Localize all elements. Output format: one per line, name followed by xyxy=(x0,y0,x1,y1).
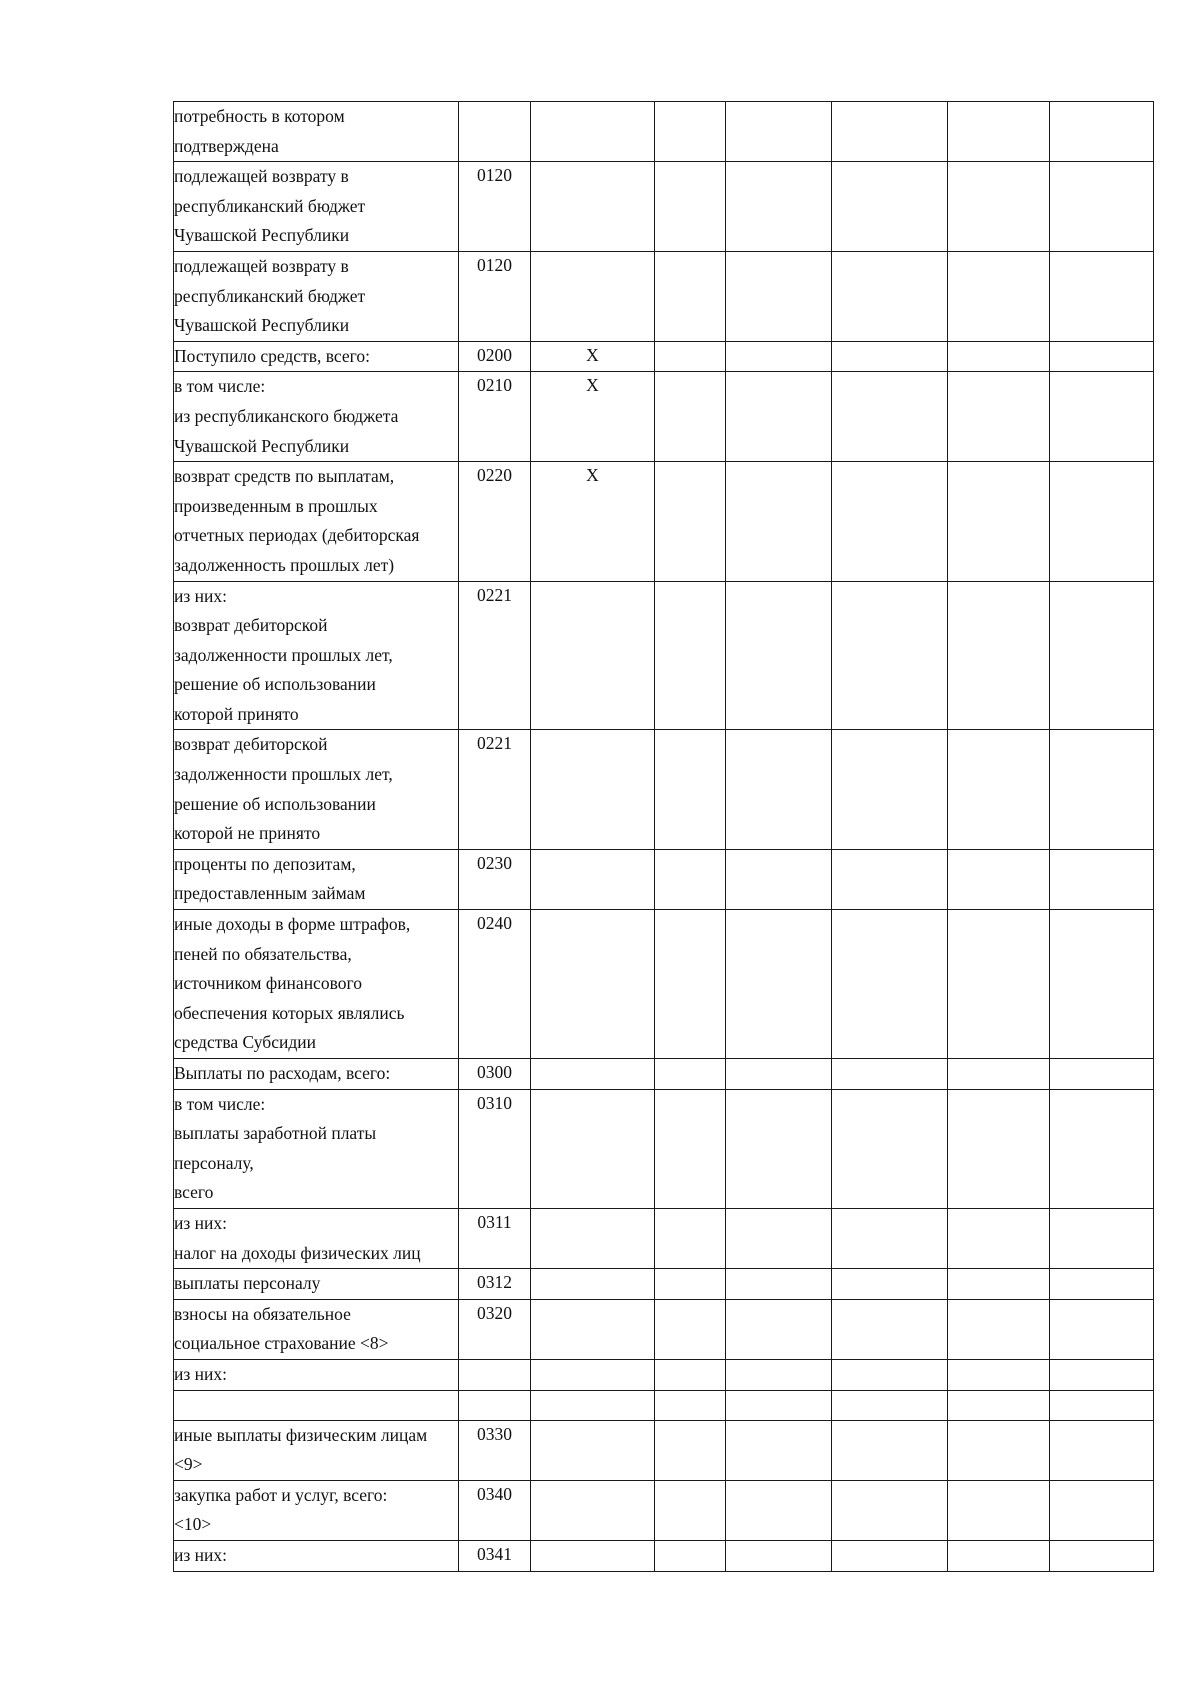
table-row xyxy=(174,849,1154,909)
row-value-cell xyxy=(832,1269,948,1300)
row-code-cell: 0312 xyxy=(459,1269,531,1300)
row-value-cell xyxy=(726,162,832,252)
row-value-cell xyxy=(655,341,726,372)
row-name-line: республиканский бюджет xyxy=(174,195,366,216)
row-value-cell xyxy=(531,1420,655,1480)
row-value-cell xyxy=(726,1390,832,1420)
row-value-cell xyxy=(948,1299,1050,1359)
row-value-cell xyxy=(948,1390,1050,1420)
row-value-cell xyxy=(1050,1359,1154,1390)
row-name-line: возврат дебиторской xyxy=(174,734,328,755)
row-name-line: взносы на обязательное xyxy=(174,1303,351,1324)
row-value-cell xyxy=(1050,1390,1154,1420)
row-value-cell xyxy=(1050,162,1154,252)
row-name-line: закупка работ и услуг, всего: xyxy=(174,1484,388,1505)
row-value-cell xyxy=(531,1269,655,1300)
row-value-cell xyxy=(655,1480,726,1540)
row-value-cell xyxy=(726,341,832,372)
row-value-cell xyxy=(531,162,655,252)
row-name-line: <9> xyxy=(174,1454,203,1475)
row-name-line: всего xyxy=(174,1182,214,1203)
row-value-cell xyxy=(655,1269,726,1300)
row-name-cell xyxy=(174,1059,459,1090)
row-name-line: обеспечения которых являлись xyxy=(174,1002,405,1023)
row-code-cell: 0341 xyxy=(459,1540,531,1571)
table-row xyxy=(174,1540,1154,1571)
row-value-cell xyxy=(726,372,832,462)
row-value-cell xyxy=(531,1359,655,1390)
row-value-cell xyxy=(726,1269,832,1300)
row-value-cell xyxy=(655,1208,726,1268)
row-value-cell xyxy=(726,910,832,1059)
row-name-line: <10> xyxy=(174,1514,212,1535)
row-name-cell xyxy=(174,162,459,252)
row-name-line: проценты по депозитам, xyxy=(174,853,356,874)
table-row xyxy=(174,1089,1154,1208)
row-code-cell: 0300 xyxy=(459,1059,531,1090)
row-value-cell xyxy=(832,1420,948,1480)
row-code-cell xyxy=(459,102,531,162)
row-name-cell xyxy=(174,102,459,162)
row-name-line: решение об использовании xyxy=(174,793,376,814)
row-code-cell: 0310 xyxy=(459,1089,531,1208)
row-value-cell xyxy=(726,251,832,341)
table-row xyxy=(174,1420,1154,1480)
row-value-cell xyxy=(832,1540,948,1571)
row-value-cell xyxy=(726,1540,832,1571)
row-name-line: которой принято xyxy=(174,703,299,724)
row-name-line: подтверждена xyxy=(174,135,279,156)
row-value-cell xyxy=(832,162,948,252)
row-name-line: задолженности прошлых лет, xyxy=(174,644,393,665)
row-code-cell: 0120 xyxy=(459,251,531,341)
row-code-cell: 0320 xyxy=(459,1299,531,1359)
row-value-cell xyxy=(655,1359,726,1390)
row-name-line: произведенным в прошлых xyxy=(174,495,378,516)
row-name-line: Поступило средств, всего: xyxy=(174,345,370,366)
row-value-cell xyxy=(832,581,948,730)
row-value-cell xyxy=(948,1089,1050,1208)
table-row xyxy=(174,581,1154,730)
row-value-cell xyxy=(655,910,726,1059)
row-value-cell xyxy=(948,102,1050,162)
row-name-line: источником финансового xyxy=(174,973,362,994)
row-value-cell xyxy=(655,1059,726,1090)
row-code-cell xyxy=(459,1390,531,1420)
row-name-line: Чувашской Республики xyxy=(174,435,350,456)
row-name-cell xyxy=(174,849,459,909)
row-value-cell xyxy=(726,1089,832,1208)
row-value-cell xyxy=(948,341,1050,372)
row-value-cell xyxy=(655,1540,726,1571)
row-name-cell xyxy=(174,1420,459,1480)
row-value-cell xyxy=(726,1059,832,1090)
row-value-cell xyxy=(1050,102,1154,162)
row-name-line: налог на доходы физических лиц xyxy=(174,1242,421,1263)
row-value-cell xyxy=(655,462,726,581)
row-name-line: выплаты заработной платы xyxy=(174,1123,377,1144)
row-value-cell xyxy=(531,581,655,730)
row-value-cell xyxy=(726,1299,832,1359)
row-name-line: средства Субсидии xyxy=(174,1032,316,1053)
row-value-cell xyxy=(948,910,1050,1059)
row-name-cell xyxy=(174,1089,459,1208)
row-value-cell xyxy=(726,1208,832,1268)
row-name-cell xyxy=(174,1269,459,1300)
row-name-cell xyxy=(174,1540,459,1571)
row-value-cell xyxy=(655,581,726,730)
row-value-cell xyxy=(726,102,832,162)
row-value-cell xyxy=(726,1359,832,1390)
row-code-cell: 0230 xyxy=(459,849,531,909)
row-value-cell xyxy=(1050,462,1154,581)
row-value-cell xyxy=(655,730,726,849)
row-value-cell xyxy=(1050,581,1154,730)
table-row xyxy=(174,1059,1154,1090)
row-name-line: Чувашской Республики xyxy=(174,225,350,246)
row-value-cell xyxy=(1050,251,1154,341)
row-name-line: из них: xyxy=(174,1212,227,1233)
row-value-cell xyxy=(832,1390,948,1420)
row-value-cell xyxy=(531,910,655,1059)
row-value-cell xyxy=(531,251,655,341)
row-name-cell xyxy=(174,372,459,462)
row-value-cell xyxy=(1050,730,1154,849)
table-row xyxy=(174,1480,1154,1540)
table-row xyxy=(174,372,1154,462)
row-value-cell xyxy=(948,1420,1050,1480)
row-value-cell xyxy=(1050,341,1154,372)
row-value-cell xyxy=(832,849,948,909)
row-value-cell xyxy=(832,1089,948,1208)
row-name-line: потребность в котором xyxy=(174,106,345,126)
row-name-line: персоналу, xyxy=(174,1152,254,1173)
row-value-cell xyxy=(948,1540,1050,1571)
row-name-line: пеней по обязательства, xyxy=(174,943,352,964)
row-name-cell xyxy=(174,730,459,849)
row-code-cell: 0200 xyxy=(459,341,531,372)
row-value-cell xyxy=(832,1359,948,1390)
row-value-cell xyxy=(948,1059,1050,1090)
row-value-cell xyxy=(832,910,948,1059)
row-name-line: Выплаты по расходам, всего: xyxy=(174,1063,391,1083)
row-value-cell xyxy=(531,849,655,909)
row-value-cell: X xyxy=(531,341,655,372)
row-value-cell xyxy=(832,1208,948,1268)
row-name-line: задолженность прошлых лет) xyxy=(174,554,395,575)
row-value-cell xyxy=(832,341,948,372)
row-name-line: подлежащей возврату в xyxy=(174,166,349,187)
row-value-cell xyxy=(832,102,948,162)
row-value-cell xyxy=(655,1420,726,1480)
table-row xyxy=(174,1390,1154,1420)
row-name-line: в том числе: xyxy=(174,376,266,397)
row-name-line: отчетных периодах (дебиторская xyxy=(174,525,420,546)
row-name-line: выплаты персоналу xyxy=(174,1273,321,1294)
row-value-cell xyxy=(655,162,726,252)
row-value-cell xyxy=(832,462,948,581)
row-value-cell: X xyxy=(531,372,655,462)
row-name-line: иные выплаты физическим лицам xyxy=(174,1424,428,1445)
row-name-cell xyxy=(174,1390,459,1420)
table-row xyxy=(174,162,1154,252)
row-name-cell xyxy=(174,251,459,341)
row-name-line: которой не принято xyxy=(174,823,321,844)
row-name-line: социальное страхование <8> xyxy=(174,1333,389,1354)
table-body xyxy=(174,102,1154,1572)
row-value-cell xyxy=(832,730,948,849)
row-value-cell xyxy=(832,1059,948,1090)
row-value-cell xyxy=(1050,1059,1154,1090)
row-value-cell xyxy=(1050,1299,1154,1359)
row-value-cell: X xyxy=(531,462,655,581)
table-row xyxy=(174,1208,1154,1268)
row-code-cell: 0330 xyxy=(459,1420,531,1480)
row-value-cell xyxy=(948,162,1050,252)
row-value-cell xyxy=(1050,1540,1154,1571)
row-name-line: из них: xyxy=(174,585,227,606)
row-value-cell xyxy=(726,1480,832,1540)
row-value-cell xyxy=(531,1540,655,1571)
row-name-line: Чувашской Республики xyxy=(174,315,350,336)
row-value-cell xyxy=(531,1480,655,1540)
row-code-cell: 0220 xyxy=(459,462,531,581)
report-table xyxy=(173,101,1154,1572)
row-name-line: решение об использовании xyxy=(174,674,376,695)
row-value-cell xyxy=(655,849,726,909)
row-value-cell xyxy=(531,1089,655,1208)
row-code-cell: 0120 xyxy=(459,162,531,252)
row-value-cell xyxy=(1050,1269,1154,1300)
row-value-cell xyxy=(726,849,832,909)
row-value-cell xyxy=(832,372,948,462)
row-name-line: из них: xyxy=(174,1363,227,1384)
row-name-line: из республиканского бюджета xyxy=(174,405,399,426)
row-value-cell xyxy=(655,1299,726,1359)
row-code-cell: 0340 xyxy=(459,1480,531,1540)
row-name-cell xyxy=(174,1299,459,1359)
row-value-cell xyxy=(1050,1420,1154,1480)
table-row xyxy=(174,341,1154,372)
row-name-cell xyxy=(174,910,459,1059)
row-name-cell xyxy=(174,1208,459,1268)
row-name-cell xyxy=(174,341,459,372)
row-code-cell: 0311 xyxy=(459,1208,531,1268)
row-name-line: возврат дебиторской xyxy=(174,615,328,636)
row-code-cell: 0221 xyxy=(459,581,531,730)
row-code-cell xyxy=(459,1359,531,1390)
row-value-cell xyxy=(948,1269,1050,1300)
row-value-cell xyxy=(1050,849,1154,909)
row-value-cell xyxy=(948,1480,1050,1540)
row-value-cell xyxy=(832,251,948,341)
row-value-cell xyxy=(948,581,1050,730)
row-value-cell xyxy=(832,1480,948,1540)
table-row xyxy=(174,730,1154,849)
row-value-cell xyxy=(531,1390,655,1420)
row-name-cell xyxy=(174,462,459,581)
table-row xyxy=(174,910,1154,1059)
row-value-cell xyxy=(832,1299,948,1359)
row-name-line: республиканский бюджет xyxy=(174,285,366,306)
row-value-cell xyxy=(948,372,1050,462)
row-value-cell xyxy=(948,1359,1050,1390)
row-code-cell: 0210 xyxy=(459,372,531,462)
row-value-cell xyxy=(948,730,1050,849)
row-name-cell xyxy=(174,581,459,730)
row-name-line: возврат средств по выплатам, xyxy=(174,466,395,487)
row-name-line: подлежащей возврату в xyxy=(174,255,349,276)
row-value-cell xyxy=(531,102,655,162)
table-row xyxy=(174,251,1154,341)
row-value-cell xyxy=(655,251,726,341)
row-name-line: из них: xyxy=(174,1544,227,1565)
row-value-cell xyxy=(655,102,726,162)
row-value-cell xyxy=(1050,372,1154,462)
row-value-cell xyxy=(726,581,832,730)
row-name-line: задолженности прошлых лет, xyxy=(174,764,393,785)
row-value-cell xyxy=(948,849,1050,909)
row-value-cell xyxy=(655,1390,726,1420)
row-value-cell xyxy=(531,1299,655,1359)
row-name-line: в том числе: xyxy=(174,1093,266,1114)
table-row xyxy=(174,1299,1154,1359)
row-name-line: предоставленным займам xyxy=(174,883,366,904)
row-value-cell xyxy=(948,1208,1050,1268)
row-value-cell xyxy=(531,1208,655,1268)
row-value-cell xyxy=(1050,1089,1154,1208)
table-row xyxy=(174,102,1154,162)
row-value-cell xyxy=(531,730,655,849)
row-value-cell xyxy=(948,462,1050,581)
table-row xyxy=(174,1359,1154,1390)
row-value-cell xyxy=(1050,910,1154,1059)
row-code-cell: 0221 xyxy=(459,730,531,849)
row-value-cell xyxy=(1050,1480,1154,1540)
row-value-cell xyxy=(948,251,1050,341)
row-value-cell xyxy=(726,730,832,849)
row-value-cell xyxy=(531,1059,655,1090)
row-code-cell: 0240 xyxy=(459,910,531,1059)
row-name-line: иные доходы в форме штрафов, xyxy=(174,914,411,935)
table-row xyxy=(174,1269,1154,1300)
row-name-cell xyxy=(174,1480,459,1540)
row-name-cell xyxy=(174,1359,459,1390)
row-value-cell xyxy=(726,1420,832,1480)
row-value-cell xyxy=(655,1089,726,1208)
row-value-cell xyxy=(1050,1208,1154,1268)
table-row xyxy=(174,462,1154,581)
row-value-cell xyxy=(726,462,832,581)
row-value-cell xyxy=(655,372,726,462)
